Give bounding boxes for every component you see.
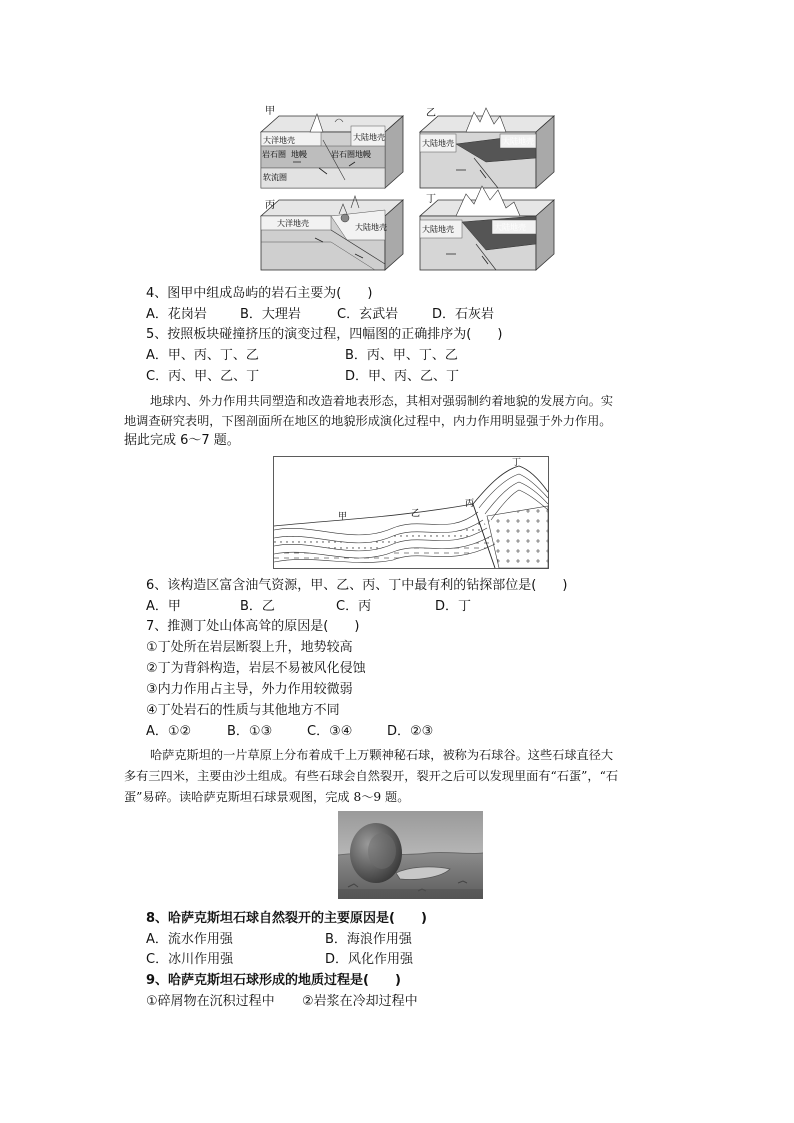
panel-jia-label-1: 大洋地壳 bbox=[263, 136, 295, 145]
panel-jia-label-5: 岩石圈地幔 bbox=[331, 150, 371, 159]
intro-8-9-line-2: 多有三四米，主要由沙土组成。有些石球会自然裂开，裂开之后可以发现里面有“石蛋”，“石 bbox=[124, 769, 619, 783]
question-5-option-b[interactable]: B．丙、甲、丁、乙 bbox=[345, 348, 458, 363]
panel-jia-mark: 甲 bbox=[265, 106, 275, 117]
panel-jia-label-4: 地幔 bbox=[291, 150, 307, 159]
intro-6-7-line-2: 地调查研究表明，下图剖面所在地区的地貌形成演化过程中，内力作用明显强于外力作用。 bbox=[124, 414, 612, 428]
question-4-option-a[interactable]: A．花岗岩 bbox=[146, 307, 207, 322]
question-4-option-d[interactable]: D．石灰岩 bbox=[432, 307, 495, 322]
panel-bing bbox=[261, 196, 403, 270]
question-9-item-1: ①碎屑物在沉积过程中 bbox=[146, 994, 275, 1009]
panel-jia bbox=[261, 105, 403, 188]
profile-label-bing: 丙 bbox=[465, 499, 475, 509]
question-8-stem: 8、哈萨克斯坦石球自然裂开的主要原因是( ) bbox=[146, 911, 427, 926]
panel-ding-label-2: 大陆地壳 bbox=[494, 223, 526, 232]
plate-collision-figure bbox=[255, 104, 410, 274]
question-9-stem: 9、哈萨克斯坦石球形成的地质过程是( ) bbox=[146, 973, 401, 988]
question-7-stem: 7、推测丁处山体高耸的原因是( ) bbox=[146, 619, 360, 634]
stone-ball-photo bbox=[338, 811, 483, 899]
question-6-option-a[interactable]: A．甲 bbox=[146, 599, 181, 614]
question-7-item-3: ③内力作用占主导，外力作用较微弱 bbox=[146, 682, 353, 697]
question-7-option-b[interactable]: B．①③ bbox=[227, 724, 273, 739]
panel-bing-mark: 丙 bbox=[265, 200, 275, 211]
panel-ding-label-1: 大陆地壳 bbox=[422, 225, 454, 234]
intro-8-9-line-1: 哈萨克斯坦的一片草原上分布着成千上万颗神秘石球，被称为石球谷。这些石球直径大 bbox=[150, 748, 614, 762]
question-4-stem: 4、图甲中组成岛屿的岩石主要为( ) bbox=[146, 286, 373, 301]
question-4-option-c[interactable]: C．玄武岩 bbox=[337, 307, 399, 322]
panel-ding-mark: 丁 bbox=[426, 194, 436, 205]
panel-jia-label-2: 大陆地壳 bbox=[353, 133, 385, 142]
panel-bing-label-2: 大陆地壳 bbox=[355, 223, 387, 232]
intro-6-7-line-3: 据此完成 6～7 题。 bbox=[124, 433, 240, 448]
panel-jia-label-3: 岩石圈 bbox=[262, 150, 286, 159]
question-7-item-4: ④丁处岩石的性质与其他地方不同 bbox=[146, 703, 340, 718]
profile-label-ding: 丁 bbox=[512, 458, 522, 468]
panel-ding-drawing bbox=[420, 186, 554, 270]
question-7-option-a[interactable]: A．①② bbox=[146, 724, 192, 739]
question-8-option-d[interactable]: D．风化作用强 bbox=[325, 952, 414, 967]
question-4-option-b[interactable]: B．大理岩 bbox=[240, 307, 301, 322]
intro-8-9-line-3: 蛋”易碎。读哈萨克斯坦石球景观图，完成 8～9 题。 bbox=[124, 790, 410, 804]
question-7-option-d[interactable]: D．②③ bbox=[387, 724, 434, 739]
question-5-stem: 5、按照板块碰撞挤压的演变过程，四幅图的正确排序为( ) bbox=[146, 327, 503, 342]
question-8-option-c[interactable]: C．冰川作用强 bbox=[146, 952, 234, 967]
question-7-item-1: ①丁处所在岩层断裂上升，地势较高 bbox=[146, 640, 353, 655]
panel-yi-drawing bbox=[420, 107, 554, 188]
panel-yi-label-1: 大陆地壳 bbox=[422, 139, 454, 148]
question-5-option-c[interactable]: C．丙、甲、乙、丁 bbox=[146, 369, 260, 384]
geological-profile-figure bbox=[273, 456, 549, 569]
question-5-option-d[interactable]: D．甲、丙、乙、丁 bbox=[345, 369, 460, 384]
question-6-option-c[interactable]: C．丙 bbox=[336, 599, 372, 614]
question-6-stem: 6、该构造区富含油气资源，甲、乙、丙、丁中最有利的钻探部位是( ) bbox=[146, 578, 568, 593]
panel-yi-label-2: 大陆地壳 bbox=[502, 137, 534, 146]
panel-jia-label-6: 软流圈 bbox=[263, 173, 287, 182]
question-8-option-b[interactable]: B．海浪作用强 bbox=[325, 932, 412, 947]
profile-label-jia: 甲 bbox=[338, 512, 348, 522]
question-6-option-d[interactable]: D．丁 bbox=[435, 599, 472, 614]
question-7-option-c[interactable]: C．③④ bbox=[307, 724, 353, 739]
plate-collision-figure-right bbox=[416, 104, 558, 274]
profile-label-yi: 乙 bbox=[411, 509, 421, 519]
question-8-option-a[interactable]: A．流水作用强 bbox=[146, 932, 233, 947]
question-9-item-2: ②岩浆在冷却过程中 bbox=[302, 994, 418, 1009]
question-5-option-a[interactable]: A．甲、丙、丁、乙 bbox=[146, 348, 259, 363]
question-7-item-2: ②丁为背斜构造，岩层不易被风化侵蚀 bbox=[146, 661, 366, 676]
panel-bing-label-1: 大洋地壳 bbox=[277, 219, 309, 228]
panel-yi-mark: 乙 bbox=[426, 108, 436, 119]
intro-6-7-line-1: 地球内、外力作用共同塑造和改造着地表形态，其相对强弱制约着地貌的发展方向。实 bbox=[150, 394, 614, 408]
question-6-option-b[interactable]: B．乙 bbox=[240, 599, 275, 614]
